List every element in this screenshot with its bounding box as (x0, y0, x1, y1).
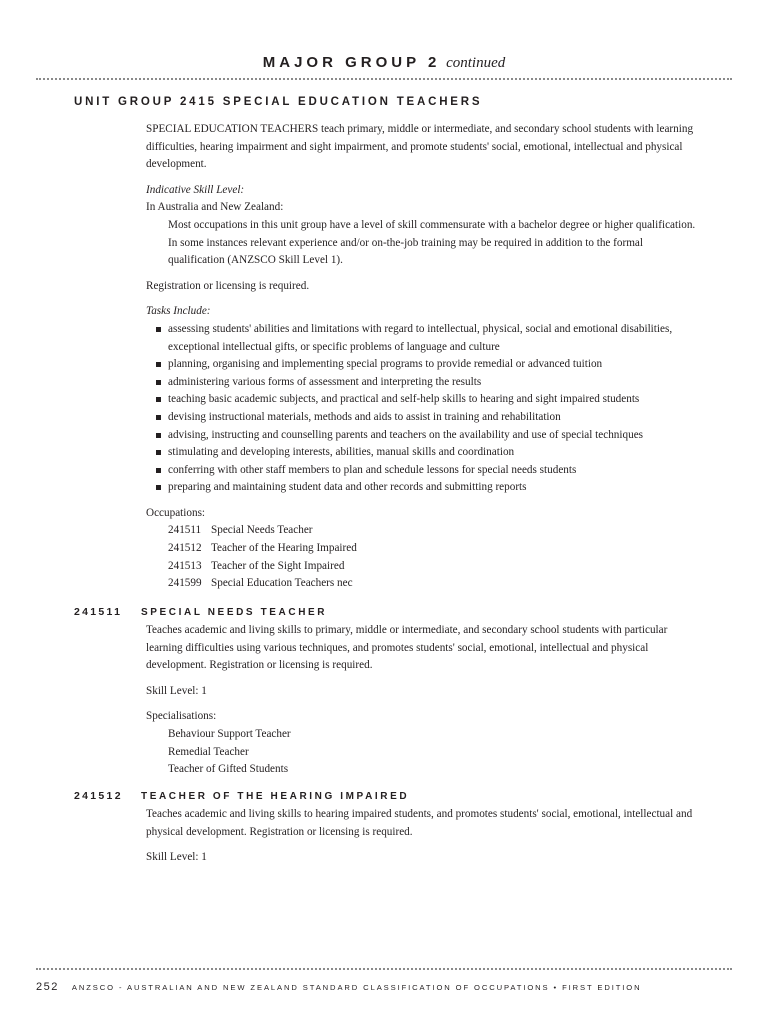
footer-text: ANZSCO - AUSTRALIAN AND NEW ZEALAND STANDARD CLASSIFICATION OF OCCUPATIONS • FIRST EDITION (71, 983, 642, 992)
occupation-241511-body (146, 622, 696, 779)
top-dotted-divider (36, 78, 732, 80)
task-item: planning, organising and implementing special programs to provide remedial or advanced tuition (146, 356, 696, 374)
bullet-icon (156, 450, 161, 455)
bottom-dotted-divider (36, 968, 732, 970)
bullet-icon (156, 380, 161, 385)
task-item: conferring with other staff members to plan and schedule lessons for special needs students (146, 462, 696, 480)
page-header (0, 54, 768, 72)
bullet-icon (156, 468, 161, 473)
occupation-row (146, 522, 696, 540)
skill-heading: Indicative Skill Level: (146, 183, 245, 196)
unit-group-title: UNIT GROUP 2415 SPECIAL EDUCATION TEACHERS (74, 96, 483, 108)
task-item: preparing and maintaining student data and other records and submitting reports (146, 479, 696, 497)
occupation-name: Special Education Teachers nec (211, 577, 353, 590)
major-group-title: MAJOR GROUP 2 (262, 54, 441, 71)
bullet-icon (156, 397, 161, 402)
task-item: stimulating and developing interests, abilities, manual skills and coordination (146, 444, 696, 462)
bullet-icon (156, 415, 161, 420)
occupation-skill-level: Skill Level: 1 (146, 851, 207, 864)
bullet-icon (156, 433, 161, 438)
unit-group-intro: SPECIAL EDUCATION TEACHERS teach primary, middle or intermediate, and secondary school students with learning difficulties, hearing impairment and sight impairment, and promote students' social, emotional, intellectual and physical development. (146, 123, 694, 171)
task-item: devising instructional materials, methods and aids to assist in training and rehabilitation (146, 409, 696, 427)
task-item: administering various forms of assessment and interpreting the results (146, 374, 696, 392)
bullet-icon (156, 362, 161, 367)
task-item: advising, instructing and counselling parents and teachers on the availability and use of special techniques (146, 427, 696, 445)
bullet-icon (156, 327, 161, 332)
occupation-row (146, 540, 696, 558)
occupation-row (146, 558, 696, 576)
task-item: assessing students' abilities and limitations with regard to intellectual, physical, social and emotional disabilities, exceptional intellectual gifts, or specific problems of language and culture (146, 321, 696, 356)
tasks-heading: Tasks Include: (146, 305, 211, 318)
occupation-title-heading: TEACHER OF THE HEARING IMPAIRED (141, 791, 410, 802)
occupation-code: 241599 (168, 577, 202, 590)
unit-group-body (146, 121, 696, 593)
registration-note: Registration or licensing is required. (146, 279, 310, 292)
occupations-heading: Occupations: (146, 506, 206, 519)
occupation-name: Teacher of the Sight Impaired (211, 559, 345, 572)
task-item: teaching basic academic subjects, and practical and self-help skills to hearing and sight impaired students (146, 391, 696, 409)
occupation-code-heading: 241511 (74, 606, 123, 618)
occupation-description: Teaches academic and living skills to hearing impaired students, and promotes students' social, emotional, intellectual and physical development. Registration or licensing is required. (146, 808, 693, 838)
occupation-code: 241511 (168, 524, 202, 537)
skill-text: Most occupations in this unit group have a level of skill commensurate with a bachelor degree or higher qualification. In some instances relevant experience and/or on-the-job training may be required in addition to the formal qualification (ANZSCO Skill Level 1). (168, 218, 696, 267)
bullet-icon (156, 485, 161, 490)
occupation-skill-level: Skill Level: 1 (146, 684, 207, 697)
occupation-name: Special Needs Teacher (211, 524, 313, 537)
occupation-code-heading: 241512 (74, 790, 123, 802)
occupation-name: Teacher of the Hearing Impaired (211, 542, 357, 555)
skill-region: In Australia and New Zealand: (146, 201, 284, 214)
occupation-title-heading: SPECIAL NEEDS TEACHER (141, 607, 328, 618)
occupation-row (146, 575, 696, 593)
specialisation-item: Behaviour Support Teacher (168, 727, 291, 740)
specialisation-item: Teacher of Gifted Students (168, 763, 289, 776)
page-footer (36, 981, 641, 993)
tasks-list (146, 321, 696, 497)
occupation-description: Teaches academic and living skills to primary, middle or intermediate, and secondary school students with particular learning difficulties using various techniques, and promotes students' social, emotional, intellectual and physical development. Registration or licensing is required. (146, 624, 668, 672)
page-number: 252 (36, 981, 59, 993)
continued-label: continued (446, 55, 506, 71)
specialisations-heading: Specialisations: (146, 710, 217, 723)
specialisation-item: Remedial Teacher (168, 745, 249, 758)
occupation-code: 241513 (168, 559, 202, 572)
occupation-241512-body (146, 806, 696, 867)
occupation-code: 241512 (168, 542, 202, 555)
